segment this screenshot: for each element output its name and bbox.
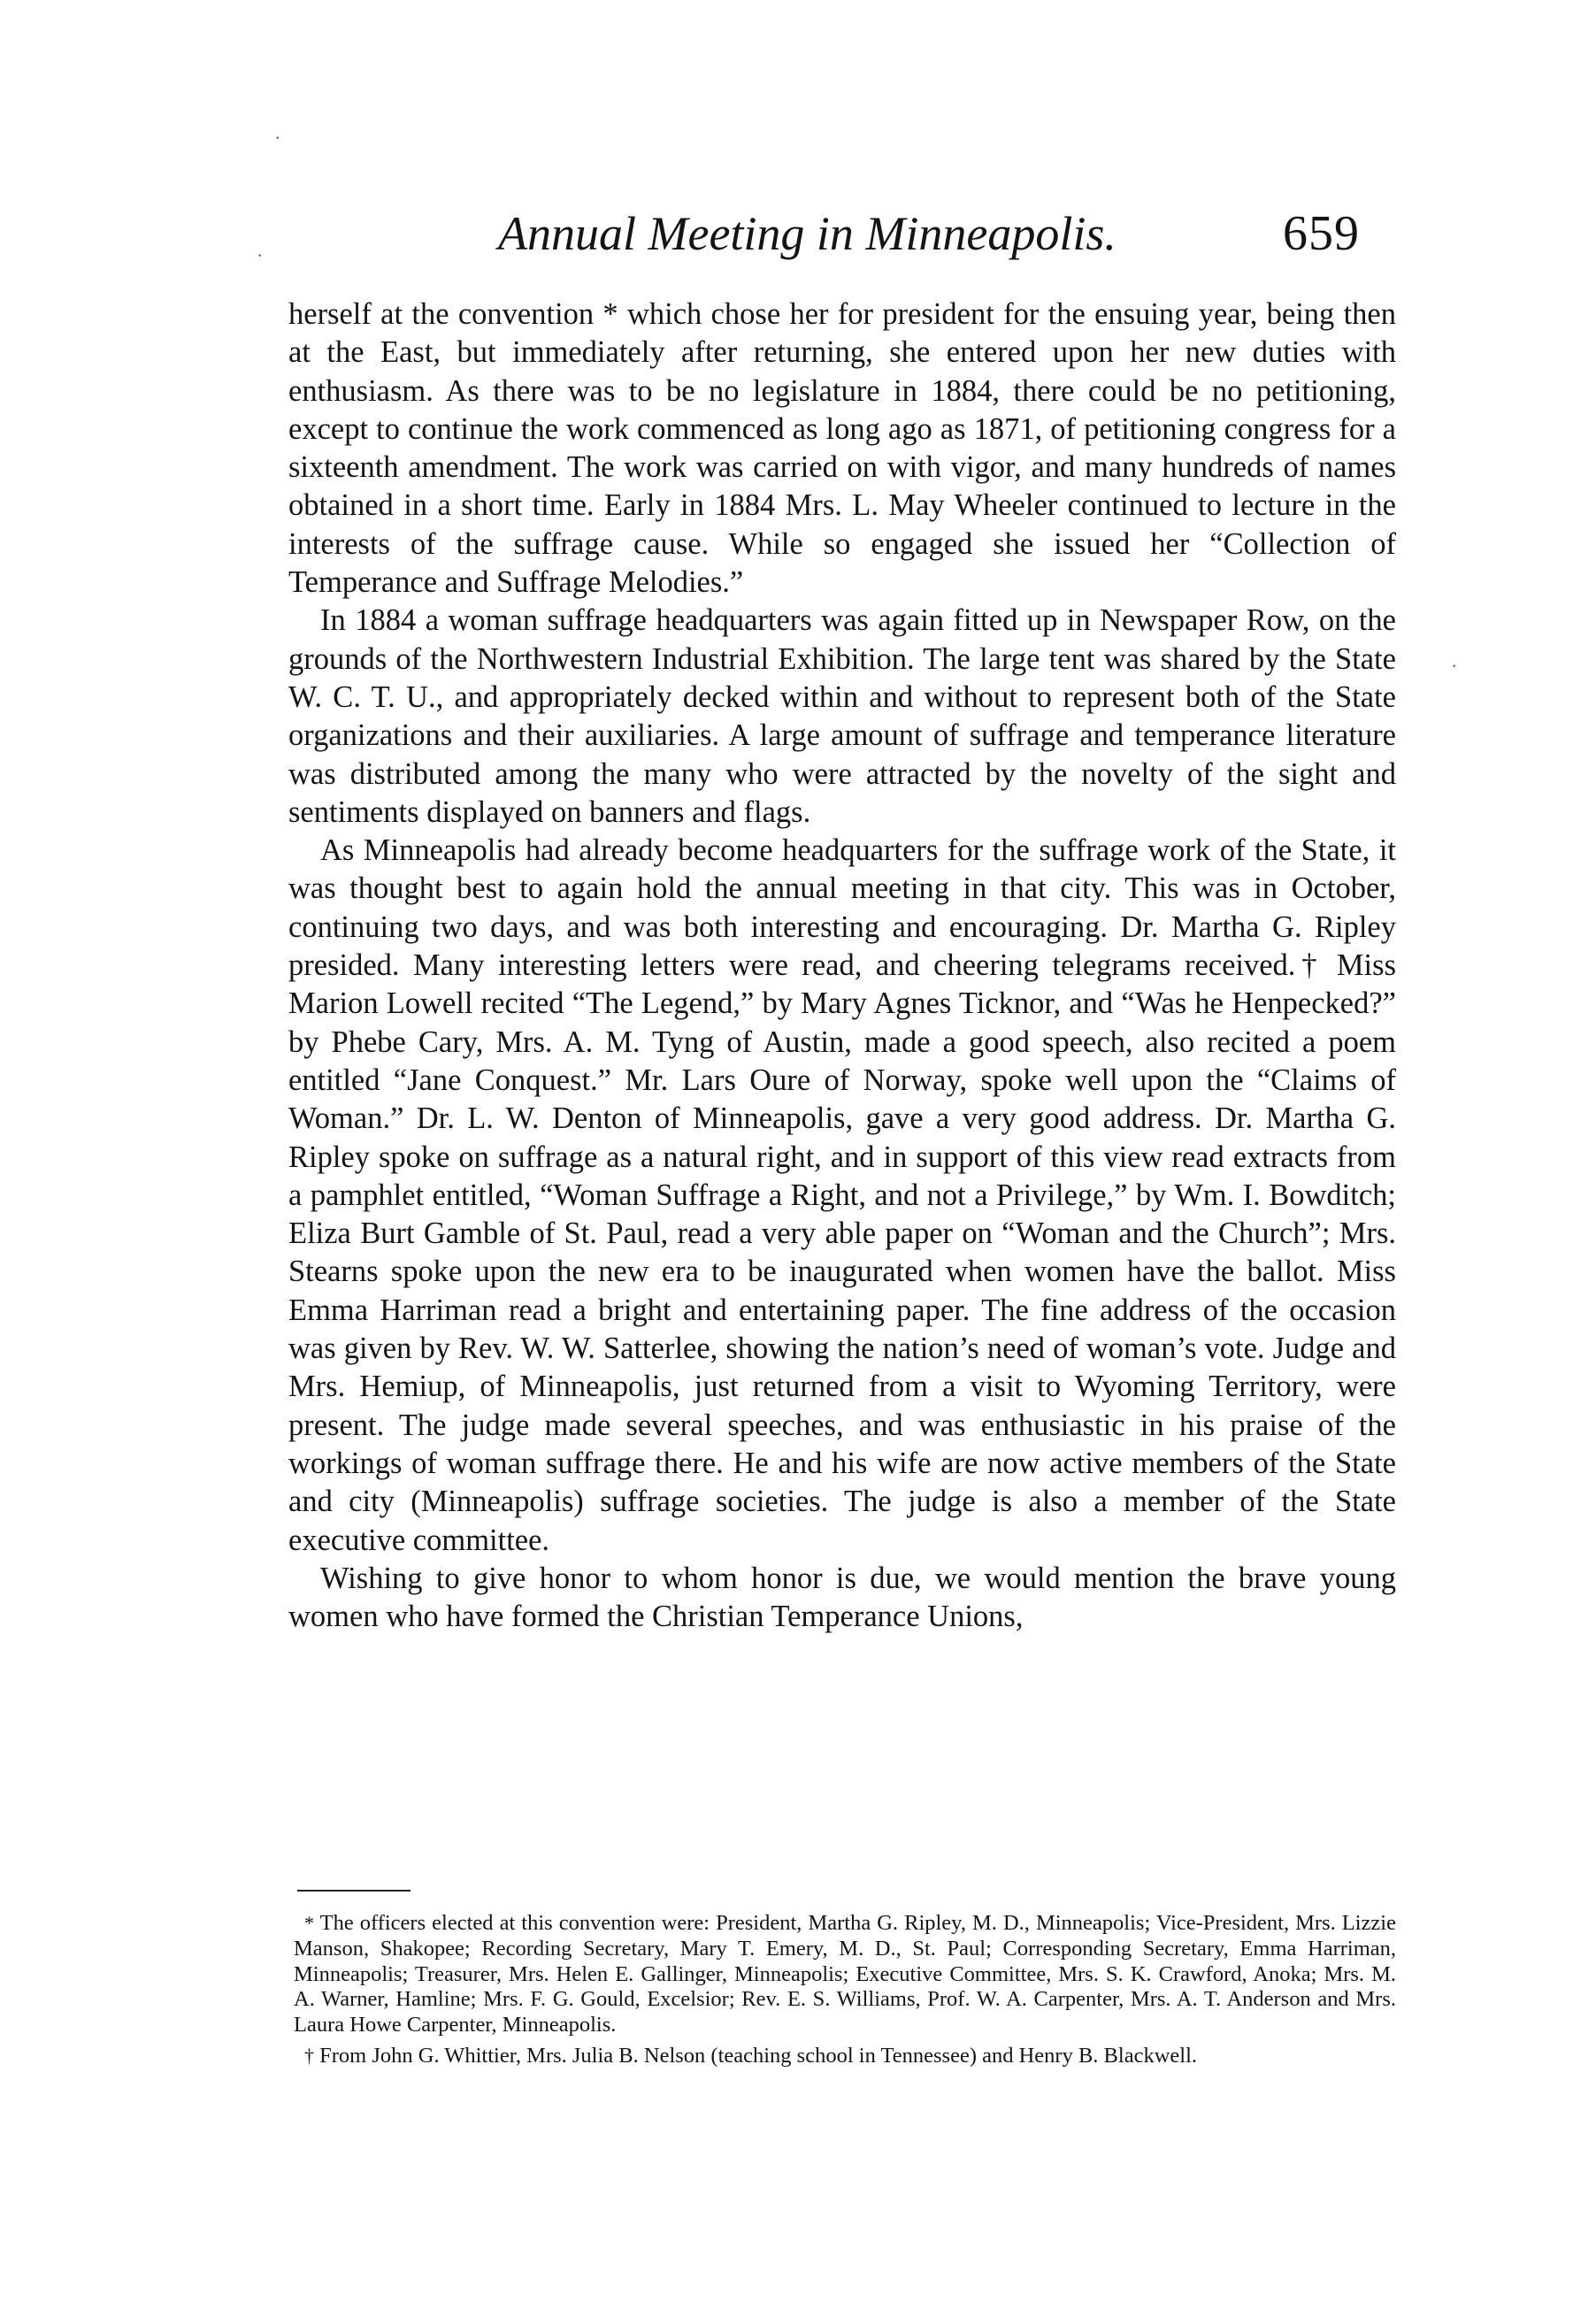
scan-speck: ·: [1451, 655, 1458, 677]
footnote-2: [294, 2044, 1396, 2069]
running-title: Annual Meeting in Minneapolis.: [498, 207, 1116, 260]
scan-speck: ·: [274, 127, 281, 149]
footnote-1-text: The officers elected at this convention were: President, Martha G. Ripley, M. D., Minneapolis; Vice-President, Mrs. Lizzie Manson, Shakopee; Recording Secretary, Mary T. Emery, M. D., St. Paul; Corresponding Secretary, Emma Harriman, Minneapolis; Treasurer, Mrs. Helen E. Gallinger, Minneapolis; Executive Committee, Mrs. S. K. Crawford, Anoka; Mrs. M. A. Warner, Hamline; Mrs. F. G. Gould, Excelsior; Rev. E. S. Williams, Prof. W. A. Carpenter, Mrs. A. T. Anderson and Mrs. Laura Howe Carpenter, Minneapolis.: [294, 1911, 1396, 2038]
paragraph-2: In 1884 a woman suffrage headquarters was again fitted up in Newspaper Row, on the grounds of the Northwestern Industrial Exhibition. The large tent was shared by the State W. C. T. U., and appropriately decked within and without to represent both of the State organizations and their auxiliaries. A large amount of suffrage and temperance literature was distributed among the many who were attracted by the novelty of the sight and sentiments displayed on banners and flags.: [288, 603, 1396, 829]
footnote-2-marker: †: [304, 2044, 314, 2067]
body-text: [288, 295, 1396, 1636]
footnote-2-text: From John G. Whittier, Mrs. Julia B. Nelson (teaching school in Tennessee) and Henry B. Blackwell.: [319, 2043, 1198, 2068]
scan-speck: ·: [257, 244, 264, 266]
page-number: 659: [1283, 206, 1360, 261]
paragraph-3: As Minneapolis had already become headquarters for the suffrage work of the State, it was thought best to again hold the annual meeting in that city. This was in October, continuing two days, and was both interesting and encouraging. Dr. Martha G. Ripley presided. Many interesting letters were read, and cheering telegrams received.† Miss Marion Lowell recited “The Legend,” by Mary Agnes Ticknor, and “Was he Henpecked?” by Phebe Cary, Mrs. A. M. Tyng of Austin, made a good speech, also recited a poem entitled “Jane Conquest.” Mr. Lars Oure of Norway, spoke well upon the “Claims of Woman.” Dr. L. W. Denton of Minneapolis, gave a very good address. Dr. Martha G. Ripley spoke on suffrage as a natural right, and in support of this view read extracts from a pamphlet entitled, “Woman Suffrage a Right, and not a Privilege,” by Wm. I. Bowditch; Eliza Burt Gamble of St. Paul, read a very able paper on “Woman and the Church”; Mrs. Stearns spoke upon the new era to be inaugurated when women have the ballot. Miss Emma Harriman read a bright and entertaining paper. The fine address of the occasion was given by Rev. W. W. Satterlee, showing the nation’s need of woman’s vote. Judge and Mrs. Hemiup, of Minneapolis, just returned from a visit to Wyoming Territory, were present. The judge made several speeches, and was enthusiastic in his praise of the workings of woman suffrage there. He and his wife are now active members of the State and city (Minneapolis) suffrage societies. The judge is also a member of the State executive committee.: [288, 833, 1396, 1557]
footnotes: [294, 1911, 1396, 2075]
footnote-divider: [297, 1890, 411, 1892]
footnote-1: [294, 1911, 1396, 2038]
footnote-1-marker: *: [304, 1912, 314, 1934]
paragraph-1: herself at the convention * which chose her for president for the ensuing year, being then at the East, but immediately after returning, she entered upon her new duties with enthusiasm. As there was to be no legislature in 1884, there could be no petitioning, except to continue the work commenced as long ago as 1871, of petitioning congress for a sixteenth amendment. The work was carried on with vigor, and many hundreds of names obtained in a short time. Early in 1884 Mrs. L. May Wheeler continued to lecture in the interests of the suffrage cause. While so engaged she issued her “Collection of Temperance and Suffrage Melodies.”: [288, 297, 1396, 600]
paragraph-4: Wishing to give honor to whom honor is due, we would mention the brave young women who have formed the Christian Temperance Unions,: [288, 1561, 1396, 1634]
